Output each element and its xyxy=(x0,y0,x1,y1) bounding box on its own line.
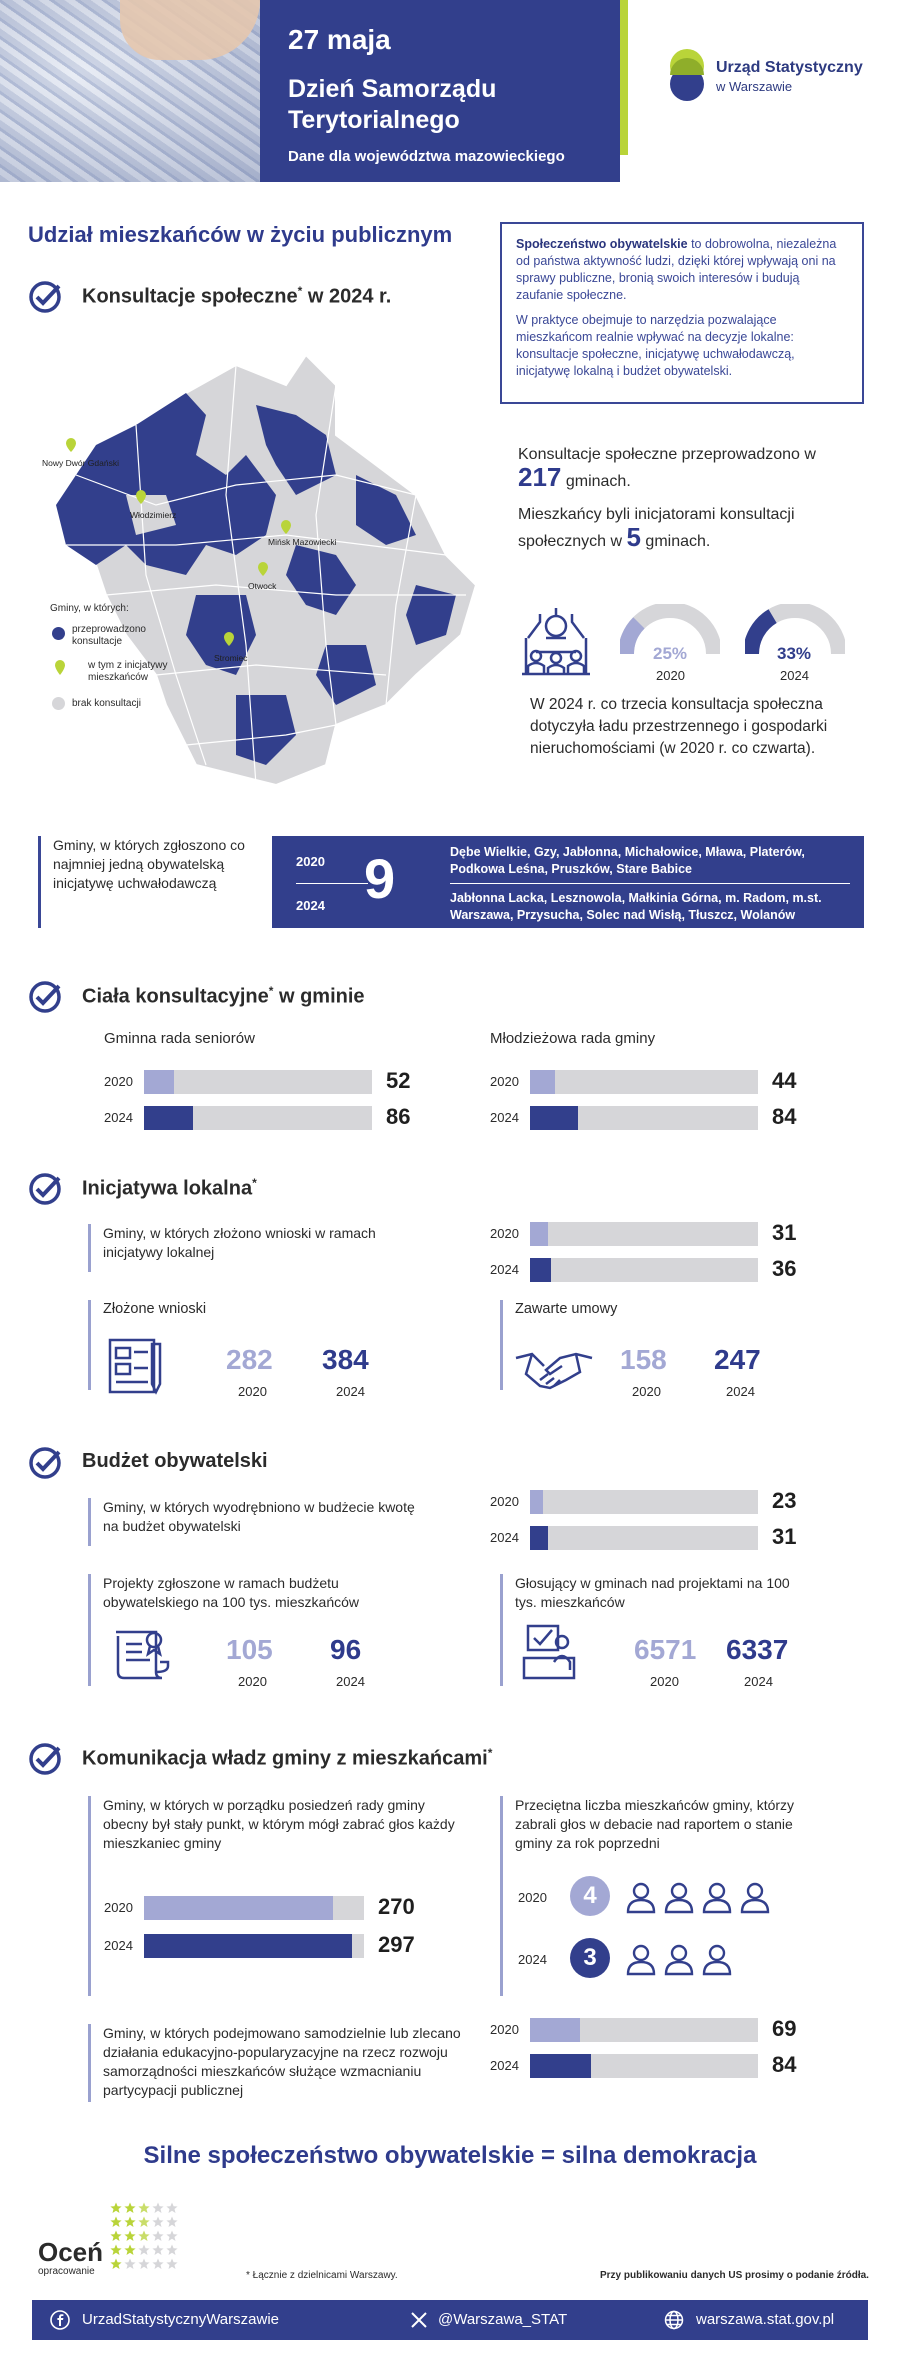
header xyxy=(0,0,900,182)
bar-value: 31 xyxy=(772,1220,797,1245)
bar-fill xyxy=(144,1106,193,1130)
bar-year-label: 2024 xyxy=(104,1110,133,1125)
bar-row xyxy=(104,1070,442,1094)
star-icon[interactable] xyxy=(166,2202,178,2214)
initiative-count: 9 xyxy=(364,847,396,910)
initiative-panel xyxy=(272,836,864,928)
facebook-icon[interactable] xyxy=(50,2310,70,2330)
slogan: Silne społeczeństwo obywatelskie = silna demokracja xyxy=(143,2142,757,2169)
star-icon[interactable] xyxy=(166,2230,178,2242)
bar-fill xyxy=(144,1070,174,1094)
definition-box xyxy=(500,222,864,404)
map-city-label: Nowy Dwór Gdański xyxy=(42,458,119,468)
bar-year-label: 2024 xyxy=(490,1110,519,1125)
star-icon[interactable] xyxy=(124,2258,136,2270)
star-icon[interactable] xyxy=(152,2230,164,2242)
initiative-list-2024: Jabłonna Lacka, Lesznowola, Małkinia Górna, m. Radom, m.st. Warszawa, Przysucha, Solec nad Wisłą, Tłuszcz, Wolanów xyxy=(450,891,822,922)
donut-2024-pct: 33% xyxy=(777,644,812,663)
bar-row xyxy=(490,2018,828,2042)
stat-initiators: Mieszkańcy byli inicjatorami konsultacji społecznych w 5 gminach. xyxy=(518,506,795,552)
bar-row xyxy=(104,1934,434,1958)
bar-value: 84 xyxy=(772,1104,797,1129)
star-icon[interactable] xyxy=(110,2216,122,2228)
star-icon[interactable] xyxy=(110,2258,122,2270)
applications-label: Złożone wnioski xyxy=(88,1300,368,1390)
voters-label: Głosujący w gminach nad projektami na 100 tys. mieszkańców xyxy=(500,1574,800,1686)
certificate-scroll-icon xyxy=(110,1622,174,1682)
bar-row xyxy=(490,1070,828,1094)
globe-icon[interactable] xyxy=(664,2310,684,2330)
bar-fill xyxy=(144,1896,333,1920)
star-icon[interactable] xyxy=(166,2216,178,2228)
bar-year-label: 2020 xyxy=(490,1494,519,1509)
bar-value: 86 xyxy=(386,1104,411,1129)
star-icon[interactable] xyxy=(124,2202,136,2214)
legend-item-initiative: w tym z inicjatywy mieszkańców xyxy=(88,660,168,683)
bar-track xyxy=(530,1070,758,1094)
legend-item-none: brak konsultacji xyxy=(72,698,141,709)
bar-value: 44 xyxy=(772,1068,797,1093)
person-icon xyxy=(624,1942,658,1976)
bar-row xyxy=(490,1106,828,1130)
person-icon xyxy=(662,1942,696,1976)
consultations-title: Konsultacje społeczne* w 2024 r. xyxy=(82,284,392,308)
open-session-label: Gminy, w których w porządku posiedzeń rady gminy obecny był stały punkt, w którym mógł zabrać głos każdy mieszkaniec gminy xyxy=(88,1796,468,1996)
bar-fill xyxy=(530,1106,578,1130)
debate-2024-value: 3 xyxy=(570,1938,610,1978)
bar-year-label: 2024 xyxy=(490,1262,519,1277)
bar-row xyxy=(490,1526,828,1550)
projects-2024-value: 96 xyxy=(330,1634,362,1665)
us-logo-text: Urząd Statystyczny w Warszawie xyxy=(716,59,863,94)
facebook-link[interactable]: UrzadStatystycznyWarszawie xyxy=(82,2311,279,2328)
bar-row xyxy=(490,2054,828,2078)
budget-title: Budżet obywatelski xyxy=(82,1450,268,1472)
website-link[interactable]: warszawa.stat.gov.pl xyxy=(696,2311,835,2328)
agreements-year-2024: 2024 xyxy=(726,1384,755,1399)
bar-row xyxy=(104,1896,434,1920)
star-icon[interactable] xyxy=(152,2244,164,2256)
person-icon xyxy=(700,1880,734,1914)
bar-year-label: 2020 xyxy=(490,1226,519,1241)
bar-track xyxy=(530,1222,758,1246)
legend-dot-navy xyxy=(52,627,65,640)
donut-2020-year: 2020 xyxy=(656,668,685,683)
star-icon[interactable] xyxy=(110,2244,122,2256)
projects-2020-value: 105 xyxy=(226,1634,273,1665)
voters-year-2024: 2024 xyxy=(744,1674,773,1689)
bar-year-label: 2020 xyxy=(104,1900,133,1915)
star-icon[interactable] xyxy=(152,2216,164,2228)
checkmark-icon xyxy=(28,1742,62,1776)
star-icon[interactable] xyxy=(124,2230,136,2242)
donut-2020-pct: 25% xyxy=(653,644,688,663)
header-accent xyxy=(620,0,628,155)
bar-fill xyxy=(530,1222,548,1246)
bar-year-label: 2020 xyxy=(104,1074,133,1089)
us-logo-icon xyxy=(665,48,709,102)
header-date: 27 maja xyxy=(288,24,391,55)
bar-fill xyxy=(530,1258,551,1282)
bar-track xyxy=(530,1490,758,1514)
bar-fill xyxy=(530,1526,548,1550)
agreements-label: Zawarte umowy xyxy=(500,1300,780,1390)
star-icon[interactable] xyxy=(138,2244,150,2256)
debate-year-2020: 2020 xyxy=(518,1890,547,1905)
star-icon[interactable] xyxy=(138,2202,150,2214)
header-subtitle: Dane dla województwa mazowieckiego xyxy=(288,148,565,165)
map-city-label: Włodzimierz xyxy=(130,510,177,520)
donut-2024-year: 2024 xyxy=(780,668,809,683)
bar-row xyxy=(490,1258,828,1282)
debate-2020-value: 4 xyxy=(570,1876,610,1916)
star-icon[interactable] xyxy=(166,2244,178,2256)
footnote: * Łącznie z dzielnicami Warszawy. xyxy=(246,2270,398,2281)
definition-p1: Społeczeństwo obywatelskie to dobrowolna, niezależna od państwa aktywność ludzi, dzięki której wpływają oni na sprawy publiczne, bronią swoich interesów i budują zaufanie społeczne. xyxy=(516,237,837,302)
main-title: Udział mieszkańców w życiu publicznym xyxy=(28,222,453,247)
map-city-label: Stromiec xyxy=(214,653,248,663)
bar-year-label: 2024 xyxy=(104,1938,133,1953)
bar-fill xyxy=(144,1934,352,1958)
x-twitter-icon[interactable] xyxy=(410,2311,428,2329)
initiative-list-2020: Dębe Wielkie, Gzy, Jabłonna, Michałowice, Mława, Platerów, Podkowa Leśna, Pruszków, Stare Babice xyxy=(450,845,805,876)
bar-year-label: 2024 xyxy=(490,2058,519,2073)
map-city-label: Otwock xyxy=(248,581,277,591)
rate-subtitle: opracowanie xyxy=(38,2266,95,2277)
star-icon[interactable] xyxy=(124,2216,136,2228)
form-document-icon xyxy=(104,1334,168,1398)
bar-value: 297 xyxy=(378,1932,415,1957)
initiative-year-2024: 2024 xyxy=(296,898,325,913)
bodies-title: Ciała konsultacyjne* w gminie xyxy=(82,984,365,1008)
bar-value: 52 xyxy=(386,1068,411,1093)
agreements-year-2020: 2020 xyxy=(632,1384,661,1399)
star-icon[interactable] xyxy=(166,2258,178,2270)
debate-year-2024: 2024 xyxy=(518,1952,547,1967)
voters-2024-value: 6337 xyxy=(726,1634,789,1665)
mazowieckie-map xyxy=(36,345,476,790)
legend-item-consultations: przeprowadzono konsultacje xyxy=(72,624,146,647)
person-icon xyxy=(662,1880,696,1914)
footer-bar xyxy=(32,2300,868,2340)
projects-year-2020: 2020 xyxy=(238,1674,267,1689)
map-pin-icon xyxy=(54,660,66,676)
voters-2020-value: 6571 xyxy=(634,1634,697,1665)
checkmark-icon xyxy=(28,1172,62,1206)
bar-fill xyxy=(530,2018,580,2042)
stat-consultations: Konsultacje społeczne przeprowadzono w 217 gminach. xyxy=(518,446,816,492)
bar-track xyxy=(144,1070,372,1094)
bar-track xyxy=(530,1526,758,1550)
bar-track xyxy=(530,1258,758,1282)
map-city-label: Mińsk Mazowiecki xyxy=(268,537,337,547)
agreements-2024-value: 247 xyxy=(714,1344,761,1375)
local-label: Gminy, w których złożono wnioski w ramach inicjatywy lokalnej xyxy=(88,1224,418,1272)
definition-p2: W praktyce obejmuje to narzędzia pozwalające mieszkańcom realnie wpływać na decyzje lokalne: konsultacje społeczne, inicjatywę uchwałodawczą, inicjatywę lokalną i budżet obywatelski. xyxy=(516,313,795,378)
local-title: Inicjatywa lokalna* xyxy=(82,1176,257,1200)
bar-row xyxy=(490,1222,828,1246)
bar-value: 84 xyxy=(772,2052,797,2077)
header-title: Dzień Samorządu Terytorialnego xyxy=(288,75,497,134)
voters-year-2020: 2020 xyxy=(650,1674,679,1689)
bar-fill xyxy=(530,1490,543,1514)
consultations-note: W 2024 r. co trzecia konsultacja społeczna dotyczyła ładu przestrzennego i gospodarki nieruchomościami (w 2020 r. co czwarta). xyxy=(530,696,828,757)
bar-fill xyxy=(530,1070,555,1094)
initiative-year-2020: 2020 xyxy=(296,854,325,869)
budget-label: Gminy, w których wyodrębniono w budżecie kwotę na budżet obywatelski xyxy=(88,1498,418,1546)
person-icon xyxy=(624,1880,658,1914)
bar-value: 270 xyxy=(378,1894,415,1919)
legend-dot-grey xyxy=(52,697,65,710)
agreements-2020-value: 158 xyxy=(620,1344,667,1375)
report-debate-label: Przeciętna liczba mieszkańców gminy, którzy zabrali głos w debacie nad raportem o stanie gminy za rok poprzedni xyxy=(500,1796,820,1996)
bar-year-label: 2020 xyxy=(490,2022,519,2037)
legend-title: Gminy, w których: xyxy=(50,603,129,614)
star-icon[interactable] xyxy=(110,2202,122,2214)
communication-title: Komunikacja władz gminy z mieszkańcami* xyxy=(82,1746,493,1770)
star-icon[interactable] xyxy=(138,2216,150,2228)
bar-value: 69 xyxy=(772,2016,797,2041)
checkmark-icon xyxy=(28,980,62,1014)
star-icon[interactable] xyxy=(152,2202,164,2214)
projects-label: Projekty zgłoszone w ramach budżetu obywatelskiego na 100 tys. mieszkańców xyxy=(88,1574,418,1686)
bar-row xyxy=(490,1490,828,1514)
bar-value: 23 xyxy=(772,1488,797,1513)
townhall-people-icon xyxy=(518,604,594,684)
checkmark-icon xyxy=(28,280,62,314)
projects-year-2024: 2024 xyxy=(336,1674,365,1689)
applications-year-2024: 2024 xyxy=(336,1384,365,1399)
bar-fill xyxy=(530,2054,591,2078)
x-link[interactable]: @Warszawa_STAT xyxy=(438,2311,568,2328)
applications-2024-value: 384 xyxy=(322,1344,369,1375)
education-label: Gminy, w których podejmowano samodzielnie lub zlecano działania edukacyjno-popularyzacyjne na rzecz rozwoju samorządności mieszkańców służące wzmacnianiu partycypacji publicznej xyxy=(88,2024,468,2102)
star-icon[interactable] xyxy=(110,2230,122,2242)
star-icon[interactable] xyxy=(152,2258,164,2270)
bar-year-label: 2024 xyxy=(490,1530,519,1545)
star-icon[interactable] xyxy=(124,2244,136,2256)
person-icon xyxy=(700,1942,734,1976)
bar-value: 31 xyxy=(772,1524,797,1549)
bar-year-label: 2020 xyxy=(490,1074,519,1089)
youth-label: Młodzieżowa rada gminy xyxy=(490,1030,656,1047)
ballot-voting-icon xyxy=(518,1622,582,1682)
person-icon xyxy=(738,1880,772,1914)
rate-title[interactable]: Oceń xyxy=(38,2237,104,2267)
applications-year-2020: 2020 xyxy=(238,1384,267,1399)
bar-row xyxy=(104,1106,442,1130)
star-icon[interactable] xyxy=(138,2258,150,2270)
star-icon[interactable] xyxy=(138,2230,150,2242)
applications-2020-value: 282 xyxy=(226,1344,273,1375)
initiative-label: Gminy, w których zgłoszono co najmniej jedną obywatelską inicjatywę uchwałodawczą xyxy=(38,836,260,928)
source-note: Przy publikowaniu danych US prosimy o podanie źródła. xyxy=(600,2270,869,2281)
handshake-icon xyxy=(514,1344,594,1394)
checkmark-icon xyxy=(28,1446,62,1480)
bar-value: 36 xyxy=(772,1256,797,1281)
seniors-label: Gminna rada seniorów xyxy=(104,1030,255,1047)
